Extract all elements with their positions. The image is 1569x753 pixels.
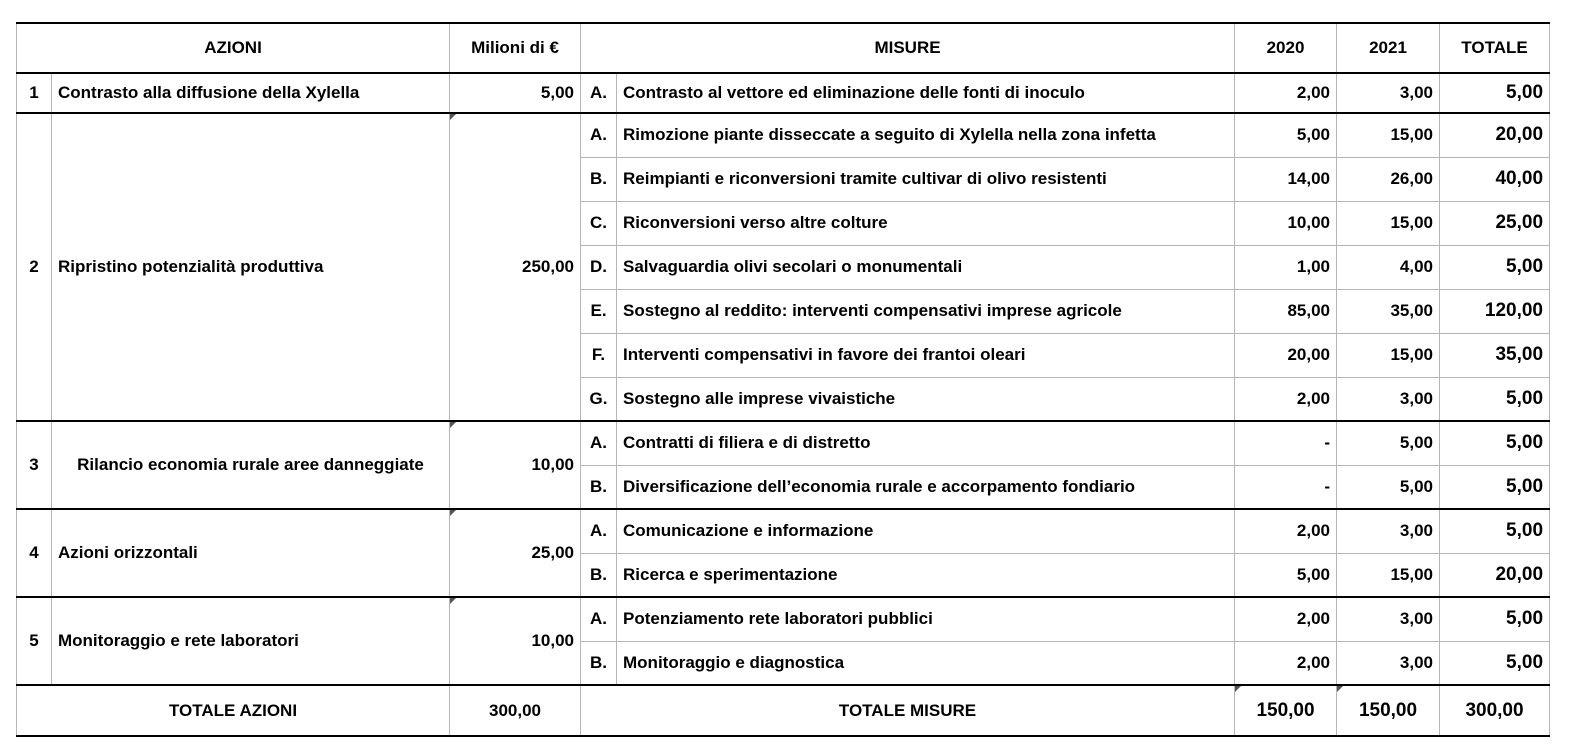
misura-text: Sostegno alle imprese vivaistiche — [617, 377, 1235, 421]
misura-letter: D. — [581, 245, 617, 289]
misura-letter: E. — [581, 289, 617, 333]
misura-2021: 4,00 — [1337, 245, 1440, 289]
table-body — [17, 73, 1550, 685]
table-row — [17, 597, 1550, 641]
misura-totale: 5,00 — [1440, 377, 1550, 421]
total-row — [17, 685, 1550, 736]
misura-2020: 14,00 — [1235, 157, 1337, 201]
misura-totale: 5,00 — [1440, 597, 1550, 641]
header-totale: TOTALE — [1440, 23, 1550, 73]
azione-milioni: 25,00 — [450, 509, 581, 597]
azione-number: 4 — [17, 509, 52, 597]
misura-letter: A. — [581, 509, 617, 553]
misura-totale: 5,00 — [1440, 245, 1550, 289]
budget-table — [16, 22, 1550, 737]
azione-milioni: 10,00 — [450, 597, 581, 685]
azione-milioni: 10,00 — [450, 421, 581, 509]
azione-number: 5 — [17, 597, 52, 685]
table-row — [17, 509, 1550, 553]
misura-2020: 5,00 — [1235, 113, 1337, 157]
azione-milioni: 5,00 — [450, 73, 581, 113]
misura-text: Monitoraggio e diagnostica — [617, 641, 1235, 685]
total-2021-value: 150,00 — [1337, 685, 1440, 736]
misura-totale: 20,00 — [1440, 553, 1550, 597]
misura-2021: 3,00 — [1337, 377, 1440, 421]
header-row — [17, 23, 1550, 73]
misura-text: Comunicazione e informazione — [617, 509, 1235, 553]
misura-2020: 5,00 — [1235, 553, 1337, 597]
misura-totale: 25,00 — [1440, 201, 1550, 245]
azione-name: Ripristino potenzialità produttiva — [52, 113, 450, 421]
misura-2020: 20,00 — [1235, 333, 1337, 377]
misura-2021: 35,00 — [1337, 289, 1440, 333]
misura-2020: 2,00 — [1235, 597, 1337, 641]
misura-totale: 5,00 — [1440, 641, 1550, 685]
misura-2021: 26,00 — [1337, 157, 1440, 201]
misura-2021: 5,00 — [1337, 421, 1440, 465]
misura-2020: 2,00 — [1235, 509, 1337, 553]
misura-text: Reimpianti e riconversioni tramite cultivar di olivo resistenti — [617, 157, 1235, 201]
total-grand-value: 300,00 — [1440, 685, 1550, 736]
misura-text: Interventi compensativi in favore dei frantoi oleari — [617, 333, 1235, 377]
misura-2020: 2,00 — [1235, 73, 1337, 113]
header-2020: 2020 — [1235, 23, 1337, 73]
total-misure-label: TOTALE MISURE — [581, 685, 1235, 736]
misura-totale: 5,00 — [1440, 73, 1550, 113]
misura-2020: - — [1235, 421, 1337, 465]
misura-2020: - — [1235, 465, 1337, 509]
misura-totale: 5,00 — [1440, 465, 1550, 509]
misura-letter: C. — [581, 201, 617, 245]
misura-letter: B. — [581, 641, 617, 685]
header-2021: 2021 — [1337, 23, 1440, 73]
misura-letter: B. — [581, 553, 617, 597]
misura-totale: 120,00 — [1440, 289, 1550, 333]
header-milioni: Milioni di € — [450, 23, 581, 73]
misura-totale: 35,00 — [1440, 333, 1550, 377]
misura-letter: G. — [581, 377, 617, 421]
misura-text: Riconversioni verso altre colture — [617, 201, 1235, 245]
misura-2021: 15,00 — [1337, 553, 1440, 597]
misura-totale: 40,00 — [1440, 157, 1550, 201]
misura-totale: 5,00 — [1440, 421, 1550, 465]
azione-name: Azioni orizzontali — [52, 509, 450, 597]
azione-name: Contrasto alla diffusione della Xylella — [52, 73, 450, 113]
misura-text: Sostegno al reddito: interventi compensativi imprese agricole — [617, 289, 1235, 333]
misura-2020: 10,00 — [1235, 201, 1337, 245]
total-2020-value: 150,00 — [1235, 685, 1337, 736]
misura-letter: A. — [581, 421, 617, 465]
misura-totale: 5,00 — [1440, 509, 1550, 553]
azione-milioni: 250,00 — [450, 113, 581, 421]
azione-number: 2 — [17, 113, 52, 421]
misura-2021: 3,00 — [1337, 73, 1440, 113]
misura-totale: 20,00 — [1440, 113, 1550, 157]
misura-text: Potenziamento rete laboratori pubblici — [617, 597, 1235, 641]
misura-letter: B. — [581, 465, 617, 509]
azione-name: Rilancio economia rurale aree danneggiate — [52, 421, 450, 509]
misura-text: Contratti di filiera e di distretto — [617, 421, 1235, 465]
misura-2020: 1,00 — [1235, 245, 1337, 289]
table-row — [17, 73, 1550, 113]
misura-text: Diversificazione dell’economia rurale e accorpamento fondiario — [617, 465, 1235, 509]
misura-2021: 3,00 — [1337, 597, 1440, 641]
misura-2021: 5,00 — [1337, 465, 1440, 509]
misura-2021: 15,00 — [1337, 113, 1440, 157]
misura-text: Rimozione piante disseccate a seguito di Xylella nella zona infetta — [617, 113, 1235, 157]
misura-2021: 3,00 — [1337, 641, 1440, 685]
azione-name: Monitoraggio e rete laboratori — [52, 597, 450, 685]
header-misure: MISURE — [581, 23, 1235, 73]
misura-letter: B. — [581, 157, 617, 201]
misura-2020: 85,00 — [1235, 289, 1337, 333]
misura-2020: 2,00 — [1235, 377, 1337, 421]
table-row — [17, 421, 1550, 465]
total-azioni-value: 300,00 — [450, 685, 581, 736]
misura-2021: 15,00 — [1337, 333, 1440, 377]
misura-letter: A. — [581, 113, 617, 157]
misura-2021: 15,00 — [1337, 201, 1440, 245]
misura-2021: 3,00 — [1337, 509, 1440, 553]
azione-number: 1 — [17, 73, 52, 113]
misura-2020: 2,00 — [1235, 641, 1337, 685]
header-azioni: AZIONI — [17, 23, 450, 73]
azione-number: 3 — [17, 421, 52, 509]
misura-letter: A. — [581, 73, 617, 113]
budget-table-container — [16, 22, 1549, 737]
table-row — [17, 113, 1550, 157]
misura-text: Contrasto al vettore ed eliminazione delle fonti di inoculo — [617, 73, 1235, 113]
misura-text: Ricerca e sperimentazione — [617, 553, 1235, 597]
misura-letter: A. — [581, 597, 617, 641]
misura-letter: F. — [581, 333, 617, 377]
total-azioni-label: TOTALE AZIONI — [17, 685, 450, 736]
misura-text: Salvaguardia olivi secolari o monumentali — [617, 245, 1235, 289]
